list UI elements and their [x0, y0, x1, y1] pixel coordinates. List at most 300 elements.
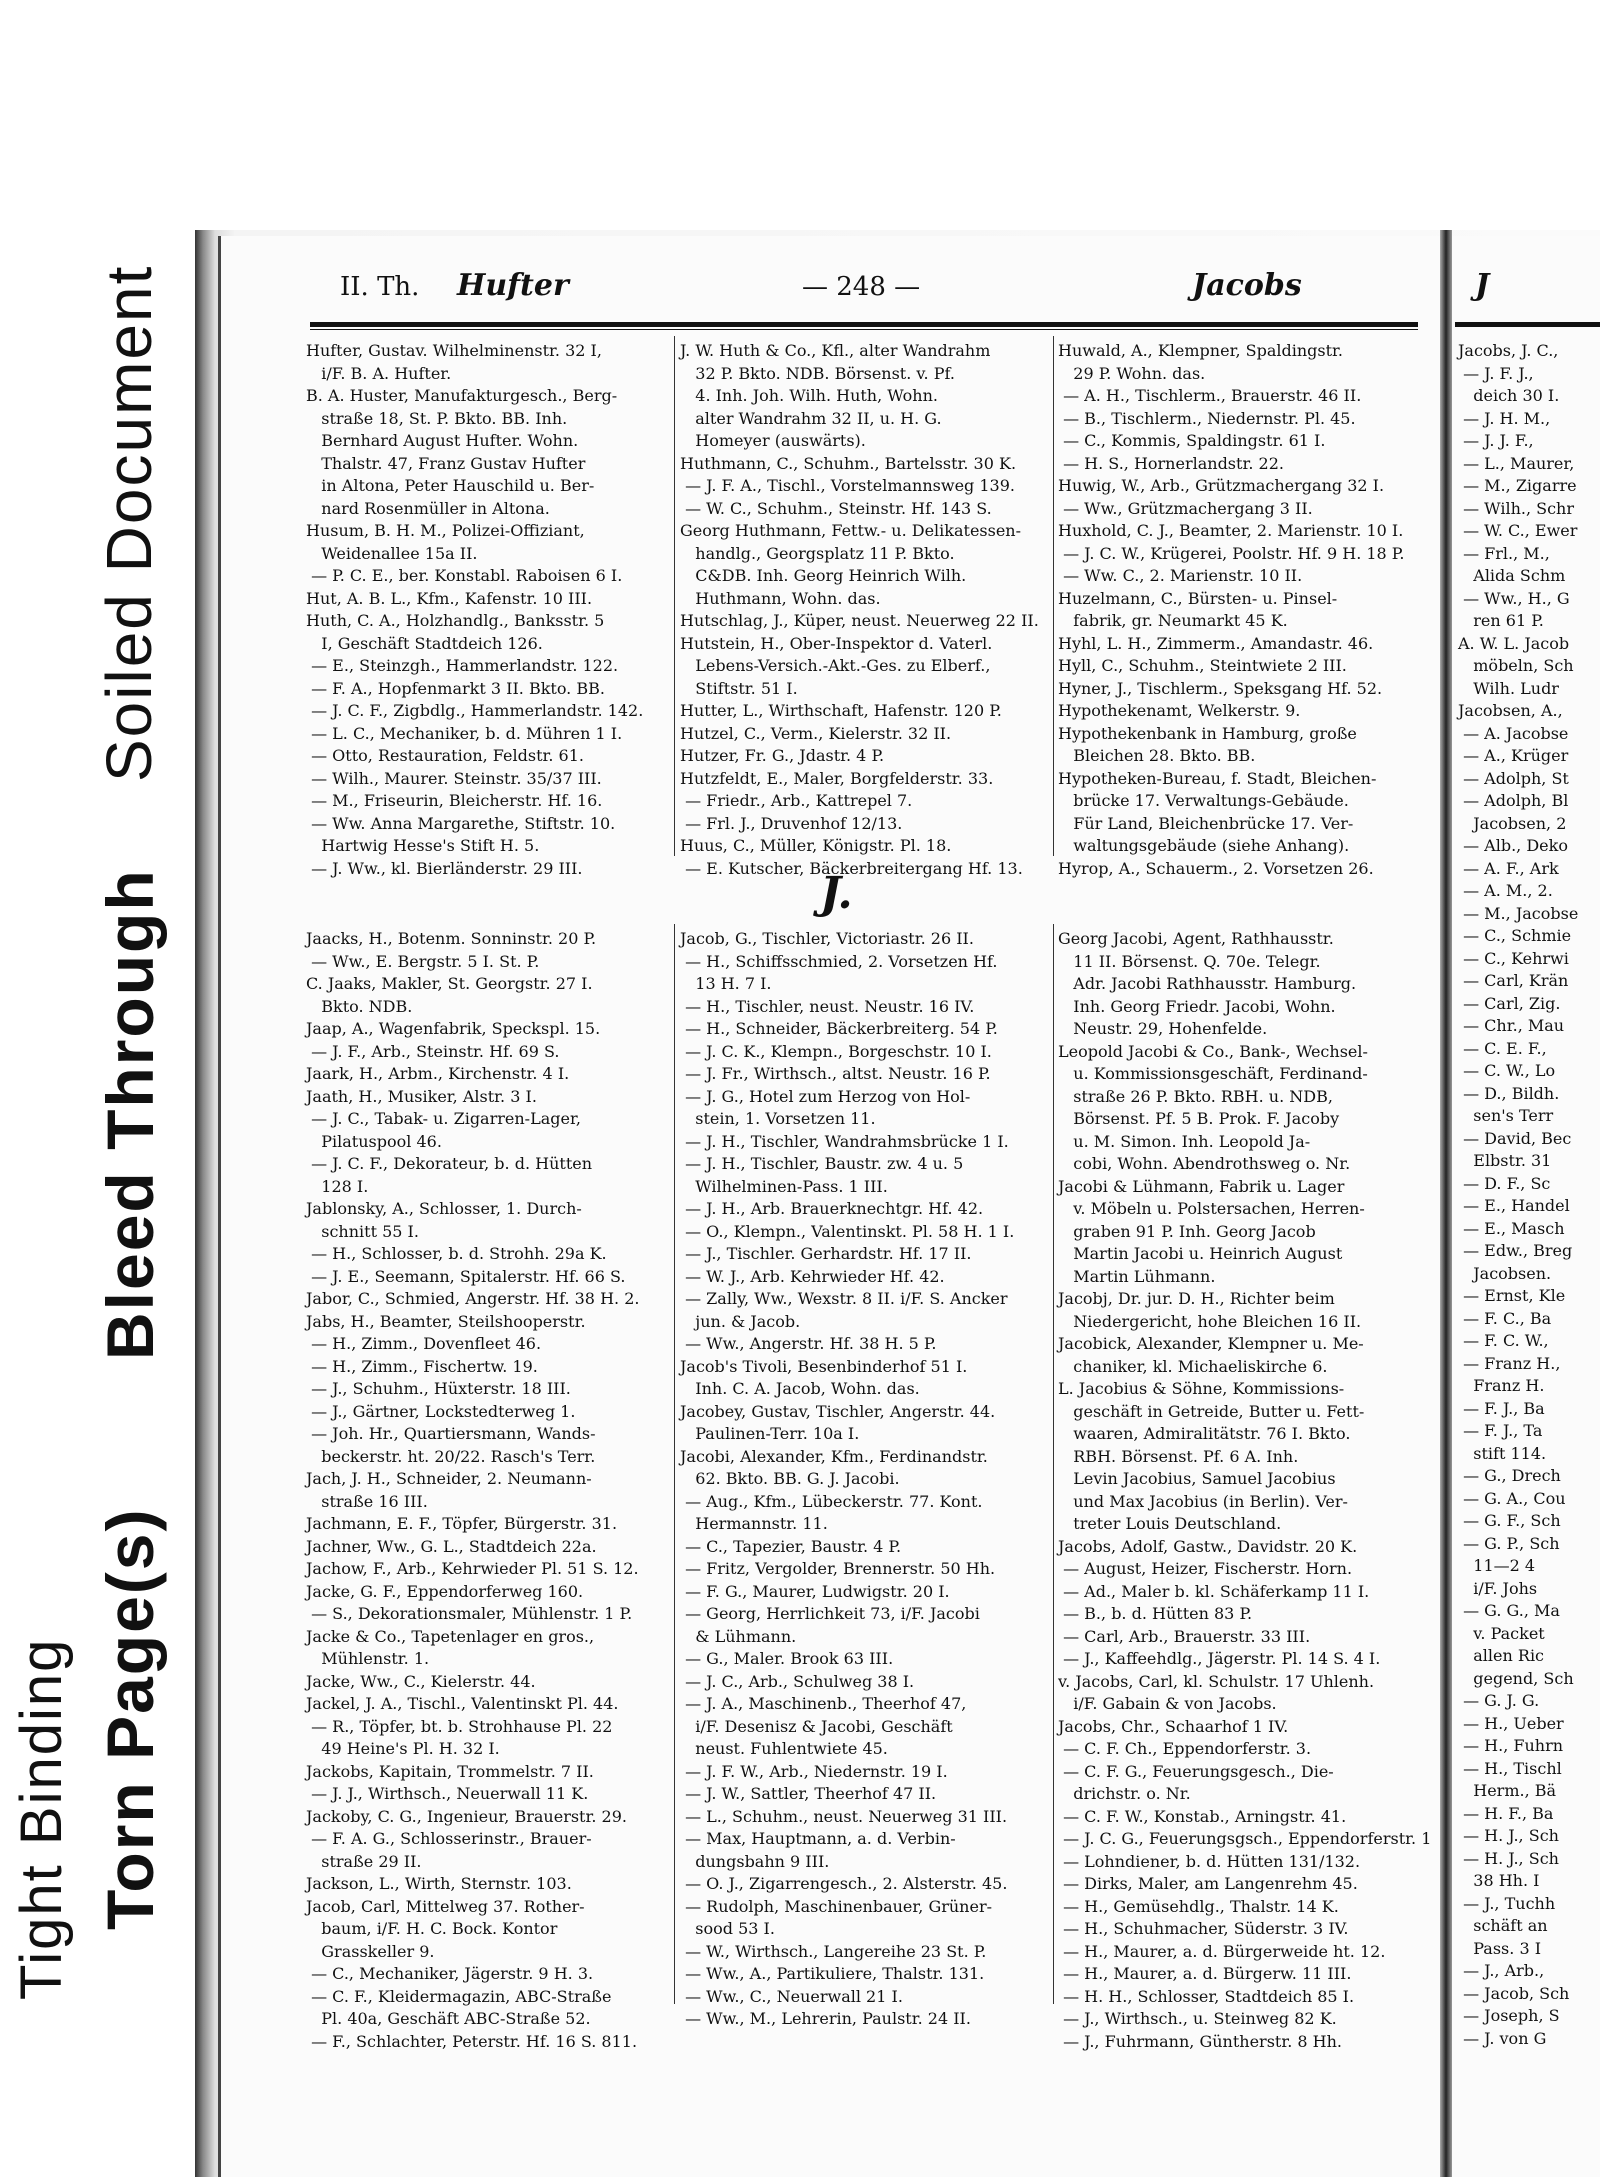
directory-entry-line: neust. Fuhlentwiete 45.: [680, 1739, 888, 1758]
directory-entry-line: Husum, B. H. M., Polizei-Offiziant,: [306, 521, 585, 540]
directory-entry-line: — B., Tischlerm., Niedernstr. Pl. 45.: [1058, 408, 1356, 428]
next-page-header: J: [1475, 268, 1490, 303]
directory-entry-line: Huus, C., Müller, Königstr. Pl. 18.: [680, 836, 952, 855]
directory-entry-line: 49 Heine's Pl. H. 32 I.: [306, 1739, 500, 1758]
directory-entry-line: Hermannstr. 11.: [680, 1514, 828, 1533]
directory-entry-line: schnitt 55 I.: [306, 1221, 419, 1241]
directory-entry-line: Jacob, G., Tischler, Victoriastr. 26 II.: [680, 929, 974, 948]
directory-entry-line: — C. W., Lo: [1458, 1061, 1556, 1080]
directory-entry-line: — J. W., Sattler, Theerhof 47 II.: [680, 1784, 937, 1803]
directory-entry-line: — Ww., A., Partikuliere, Thalstr. 131.: [680, 1964, 985, 1983]
directory-entry-line: cobi, Wohn. Abendrothsweg o. Nr.: [1058, 1154, 1351, 1173]
directory-entry-line: — J. C., Arb., Schulweg 38 I.: [680, 1671, 915, 1691]
directory-entry-line: — J. C. G., Feuerungsgsch., Eppendorferstr. 1: [1058, 1829, 1432, 1848]
directory-entry-line: — W. C., Ewer: [1458, 521, 1578, 540]
stamp-bleed-through: Bleed Through: [93, 868, 167, 1360]
directory-entry-line: — F. A. G., Schlosserinstr., Brauer-: [306, 1829, 592, 1848]
directory-entry-line: — Alb., Deko: [1458, 836, 1568, 855]
directory-entry-line: & Lühmann.: [680, 1626, 797, 1646]
directory-entry-line: — Ww. C., 2. Marienstr. 10 II.: [1058, 566, 1303, 585]
directory-entry-line: — J. C. F., Zigbdlg., Hammerlandstr. 142.: [306, 701, 644, 720]
directory-entry-line: — Ww., Grützmachergang 3 II.: [1058, 498, 1313, 518]
directory-entry-line: Huth, C. A., Holzhandlg., Banksstr. 5: [306, 611, 605, 630]
directory-entry-line: straße 16 III.: [306, 1491, 428, 1511]
directory-entry-line: — J., Wirthsch., u. Steinweg 82 K.: [1058, 2009, 1337, 2028]
directory-entry-line: — Jacob, Sch: [1458, 1983, 1570, 2003]
directory-entry-line: — J., Schuhm., Hüxterstr. 18 III.: [306, 1379, 571, 1398]
directory-entry-line: — Wilh., Schr: [1458, 498, 1575, 518]
directory-entry-line: 11 II. Börsenst. Q. 70e. Telegr.: [1058, 951, 1321, 971]
directory-entry-line: waltungsgebäude (siehe Anhang).: [1058, 836, 1350, 855]
directory-entry-line: nard Rosenmüller in Altona.: [306, 498, 550, 518]
directory-entry-line: Jaacks, H., Botenm. Sonninstr. 20 P.: [306, 929, 597, 948]
directory-entry-line: — J. Ww., kl. Bierländerstr. 29 III.: [306, 858, 583, 878]
directory-entry-line: Jacobey, Gustav, Tischler, Angerstr. 44.: [680, 1401, 996, 1421]
directory-entry-line: — M., Friseurin, Bleicherstr. Hf. 16.: [306, 791, 603, 810]
directory-entry-line: — Dirks, Maler, am Langenrehm 45.: [1058, 1874, 1358, 1893]
directory-entry-line: — H., Zimm., Dovenfleet 46.: [306, 1334, 542, 1353]
directory-entry-line: — Frl. J., Druvenhof 12/13.: [680, 813, 903, 833]
directory-entry-line: schäft an: [1458, 1916, 1548, 1935]
directory-entry-line: — R., Töpfer, bt. b. Strohhause Pl. 22: [306, 1716, 613, 1736]
directory-entry-line: straße 29 II.: [306, 1851, 422, 1871]
directory-entry-line: — Carl, Zig.: [1458, 993, 1561, 1013]
directory-entry-line: — Ww., E. Bergstr. 5 I. St. P.: [306, 951, 540, 971]
column-divider: [1053, 336, 1054, 856]
directory-entry-line: Jacke & Co., Tapetenlager en gros.,: [306, 1626, 595, 1646]
directory-entry-line: baum, i/F. H. C. Bock. Kontor: [306, 1919, 558, 1938]
directory-entry-line: — J. J. F.,: [1458, 431, 1534, 450]
directory-entry-line: Huzelmann, C., Bürsten- u. Pinsel-: [1058, 588, 1338, 608]
directory-entry-line: und Max Jacobius (in Berlin). Ver-: [1058, 1491, 1348, 1511]
directory-entry-line: Pilatuspool 46.: [306, 1131, 442, 1151]
part-label: II. Th.: [340, 272, 420, 302]
directory-entry-line: — Ww. Anna Margarethe, Stiftstr. 10.: [306, 813, 616, 833]
directory-entry-line: — H., Schiffsschmied, 2. Vorsetzen Hf.: [680, 951, 998, 971]
directory-entry-line: Jacobsen.: [1458, 1263, 1552, 1283]
directory-entry-line: Georg Jacobi, Agent, Rathhausstr.: [1058, 929, 1334, 948]
directory-entry-line: beckerstr. ht. 20/22. Rasch's Terr.: [306, 1446, 596, 1466]
directory-entry-line: Martin Lühmann.: [1058, 1266, 1216, 1286]
directory-entry-line: sood 53 I.: [680, 1919, 775, 1938]
directory-entry-line: Jablonsky, A., Schlosser, 1. Durch-: [306, 1199, 582, 1218]
directory-entry-line: — J. E., Seemann, Spitalerstr. Hf. 66 S.: [306, 1266, 626, 1286]
directory-entry-line: Jachmann, E. F., Töpfer, Bürgerstr. 31.: [306, 1514, 618, 1533]
directory-entry-line: Jaath, H., Musiker, Alstr. 3 I.: [306, 1086, 537, 1106]
directory-entry-line: — J. J., Wirthsch., Neuerwall 11 K.: [306, 1784, 589, 1803]
directory-entry-line: Jackson, L., Wirth, Sternstr. 103.: [306, 1874, 572, 1893]
directory-entry-line: Weidenallee 15a II.: [306, 543, 478, 563]
directory-entry-line: waaren, Admiralitätstr. 76 I. Bkto.: [1058, 1424, 1351, 1443]
column-lower-right: [1058, 928, 1432, 2051]
directory-entry-line: Jacobi, Alexander, Kfm., Ferdinandstr.: [680, 1446, 988, 1466]
directory-entry-line: Franz H.: [1458, 1376, 1545, 1395]
directory-entry-line: — G., Drech: [1458, 1466, 1561, 1485]
column-lower-middle: [680, 928, 1052, 2028]
header-last-entry: Jacobs: [1192, 268, 1302, 303]
directory-entry-line: Hyhl, L. H., Zimmerm., Amandastr. 46.: [1058, 633, 1374, 653]
column-divider: [1053, 924, 1054, 2004]
directory-entry-line: — J. G., Hotel zum Herzog von Hol-: [680, 1086, 971, 1106]
directory-entry-line: drichstr. o. Nr.: [1058, 1784, 1191, 1803]
directory-entry-line: — Chr., Mau: [1458, 1016, 1565, 1035]
directory-entry-line: — H., Tischl: [1458, 1758, 1562, 1778]
directory-entry-line: — J. F. A., Tischl., Vorstelmannsweg 139.: [680, 476, 1015, 495]
directory-entry-line: Huthmann, Wohn. das.: [680, 588, 881, 608]
directory-entry-line: — J. A., Maschinenb., Theerhof 47,: [680, 1694, 967, 1713]
directory-entry-line: Jacke, Ww., C., Kielerstr. 44.: [306, 1671, 536, 1691]
directory-entry-line: — G. P., Sch: [1458, 1533, 1560, 1553]
header-rule-thin: [310, 329, 1418, 330]
directory-entry-line: Jacobs, J. C.,: [1458, 341, 1559, 360]
directory-entry-line: — J., Tuchh: [1458, 1893, 1556, 1913]
directory-entry-line: Jacobick, Alexander, Klempner u. Me-: [1058, 1334, 1364, 1353]
directory-entry-line: — S., Dekorationsmaler, Mühlenstr. 1 P.: [306, 1604, 633, 1623]
directory-entry-line: u. Kommissionsgeschäft, Ferdinand-: [1058, 1064, 1368, 1083]
directory-entry-line: Jackel, J. A., Tischl., Valentinskt Pl. 44.: [306, 1694, 619, 1713]
directory-entry-line: — Edw., Breg: [1458, 1241, 1573, 1260]
directory-entry-line: Homeyer (auswärts).: [680, 431, 866, 450]
directory-entry-line: — E., Handel: [1458, 1196, 1570, 1215]
directory-entry-line: Für Land, Bleichenbrücke 17. Ver-: [1058, 813, 1354, 833]
directory-entry-line: — F. G., Maurer, Ludwigstr. 20 I.: [680, 1581, 950, 1601]
directory-entry-line: A. W. L. Jacob: [1458, 633, 1570, 653]
directory-entry-line: jun. & Jacob.: [680, 1311, 801, 1331]
directory-entry-line: — H. J., Sch: [1458, 1848, 1559, 1868]
directory-entry-line: Mühlenstr. 1.: [306, 1649, 430, 1668]
directory-entry-line: Jabs, H., Beamter, Steilshooperstr.: [306, 1311, 586, 1331]
directory-entry-line: dungsbahn 9 III.: [680, 1851, 830, 1871]
directory-entry-line: Jaap, A., Wagenfabrik, Speckspl. 15.: [306, 1019, 601, 1038]
directory-entry-line: Elbstr. 31: [1458, 1151, 1552, 1170]
directory-entry-line: — W., Wirthsch., Langereihe 23 St. P.: [680, 1941, 987, 1961]
directory-entry-line: Hufter, Gustav. Wilhelminenstr. 32 I,: [306, 341, 602, 360]
directory-entry-line: — Rudolph, Maschinenbauer, Grüner-: [680, 1896, 993, 1916]
directory-entry-line: Jabor, C., Schmied, Angerstr. Hf. 38 H. 2.: [306, 1289, 640, 1308]
directory-entry-line: — C. E. F.,: [1458, 1038, 1547, 1058]
directory-entry-line: allen Ric: [1458, 1646, 1545, 1665]
directory-entry-line: — H., Schlosser, b. d. Strohh. 29a K.: [306, 1244, 607, 1263]
directory-entry-line: C&DB. Inh. Georg Heinrich Wilh.: [680, 566, 967, 585]
directory-entry-line: C. Jaaks, Makler, St. Georgstr. 27 I.: [306, 974, 593, 993]
directory-entry-line: — Wilh., Maurer. Steinstr. 35/37 III.: [306, 768, 602, 788]
directory-entry-line: fabrik, gr. Neumarkt 45 K.: [1058, 611, 1288, 630]
directory-entry-line: — F., Schlachter, Peterstr. Hf. 16 S. 811.: [306, 2031, 638, 2051]
directory-entry-line: Hypotheken-Bureau, f. Stadt, Bleichen-: [1058, 768, 1377, 788]
directory-entry-line: — D., Bildh.: [1458, 1083, 1560, 1103]
directory-entry-line: Jacobsen, A.,: [1458, 701, 1563, 720]
column-next-page: [1458, 340, 1600, 2048]
directory-entry-line: i/F. Gabain & von Jacobs.: [1058, 1694, 1277, 1713]
directory-entry-line: — Carl, Krän: [1458, 971, 1569, 990]
directory-entry-line: Jach, J. H., Schneider, 2. Neumann-: [306, 1469, 592, 1488]
directory-entry-line: Herm., Bä: [1458, 1781, 1557, 1800]
directory-entry-line: Grasskeller 9.: [306, 1941, 435, 1961]
directory-entry-line: graben 91 P. Inh. Georg Jacob: [1058, 1221, 1316, 1241]
directory-entry-line: — Ad., Maler b. kl. Schäferkamp 11 I.: [1058, 1581, 1370, 1601]
directory-entry-line: — Ernst, Kle: [1458, 1286, 1566, 1305]
directory-entry-line: Hutschlag, J., Küper, neust. Neuerweg 22 II.: [680, 611, 1039, 630]
directory-entry-line: Georg Huthmann, Fettw.- u. Delikatessen-: [680, 521, 1022, 540]
directory-entry-line: 13 H. 7 I.: [680, 974, 772, 993]
directory-entry-line: — J., Tischler. Gerhardstr. Hf. 17 II.: [680, 1244, 972, 1263]
directory-entry-line: — Frl., M.,: [1458, 543, 1550, 563]
directory-entry-line: — F. C., Ba: [1458, 1308, 1552, 1328]
directory-entry-line: — H., Zimm., Fischertw. 19.: [306, 1356, 538, 1376]
directory-entry-line: — J. Fr., Wirthsch., altst. Neustr. 16 P.: [680, 1064, 991, 1083]
running-header: [312, 262, 1422, 322]
directory-entry-line: — H. H., Schlosser, Stadtdeich 85 I.: [1058, 1986, 1355, 2006]
directory-entry-line: Hypothekenamt, Welkerstr. 9.: [1058, 701, 1301, 720]
directory-entry-line: Adr. Jacobi Rathhausstr. Hamburg.: [1058, 974, 1357, 993]
directory-entry-line: Jackobs, Kapitain, Trommelstr. 7 II.: [306, 1761, 594, 1781]
directory-entry-line: — H. F., Ba: [1458, 1803, 1554, 1823]
directory-entry-line: — A. F., Ark: [1458, 858, 1559, 878]
directory-entry-line: Hutstein, H., Ober-Inspektor d. Vaterl.: [680, 633, 993, 653]
directory-entry-line: — W. J., Arb. Kehrwieder Hf. 42.: [680, 1266, 945, 1286]
directory-entry-line: Niedergericht, hohe Bleichen 16 II.: [1058, 1311, 1362, 1331]
column-lower-left: [306, 928, 670, 2051]
directory-entry-line: 11—2 4: [1458, 1556, 1536, 1575]
directory-entry-line: — Otto, Restauration, Feldstr. 61.: [306, 746, 584, 765]
stamp-soiled-document: Soiled Document: [93, 264, 165, 782]
directory-entry-line: Paulinen-Terr. 10a I.: [680, 1424, 860, 1443]
directory-entry-line: — G. J. G.: [1458, 1691, 1540, 1710]
directory-entry-line: — H. S., Hornerlandstr. 22.: [1058, 453, 1284, 473]
directory-entry-line: I, Geschäft Stadtdeich 126.: [306, 633, 543, 653]
directory-entry-line: — H., Schuhmacher, Süderstr. 3 IV.: [1058, 1919, 1349, 1938]
directory-entry-line: — Aug., Kfm., Lübeckerstr. 77. Kont.: [680, 1491, 983, 1511]
column-upper-right: [1058, 340, 1430, 878]
directory-entry-line: straße 26 P. Bkto. RBH. u. NDB,: [1058, 1086, 1333, 1106]
directory-entry-line: 38 Hh. I: [1458, 1871, 1540, 1890]
directory-entry-line: — J. H., Arb. Brauerknechtgr. Hf. 42.: [680, 1199, 984, 1218]
directory-entry-line: u. M. Simon. Inh. Leopold Ja-: [1058, 1131, 1311, 1151]
stamp-tight-binding: Tight Binding: [9, 1637, 74, 2000]
directory-entry-line: — M., Jacobse: [1458, 903, 1579, 923]
directory-entry-line: Huthmann, C., Schuhm., Bartelsstr. 30 K.: [680, 453, 1017, 473]
directory-entry-line: Jaark, H., Arbm., Kirchenstr. 4 I.: [306, 1064, 570, 1083]
directory-entry-line: — Friedr., Arb., Kattrepel 7.: [680, 791, 913, 810]
directory-entry-line: — J. F. J.,: [1458, 363, 1534, 383]
directory-entry-line: gegend, Sch: [1458, 1668, 1574, 1688]
directory-entry-line: — C. F. Ch., Eppendorferstr. 3.: [1058, 1739, 1312, 1758]
directory-entry-line: — H. J., Sch: [1458, 1826, 1559, 1845]
directory-entry-line: RBH. Börsenst. Pf. 6 A. Inh.: [1058, 1446, 1299, 1466]
directory-entry-line: — F. C. W.,: [1458, 1331, 1549, 1350]
directory-entry-line: i/F. Desenisz & Jacobi, Geschäft: [680, 1716, 953, 1736]
directory-entry-line: — C., Schmie: [1458, 926, 1572, 945]
directory-entry-line: — H., Schneider, Bäckerbreiterg. 54 P.: [680, 1019, 998, 1038]
directory-entry-line: — H., Fuhrn: [1458, 1736, 1564, 1755]
directory-entry-line: — Ww., M., Lehrerin, Paulstr. 24 II.: [680, 2009, 971, 2028]
directory-entry-line: J. W. Huth & Co., Kfl., alter Wandrahm: [680, 341, 991, 360]
directory-entry-line: Jacob's Tivoli, Besenbinderhof 51 I.: [680, 1356, 968, 1376]
directory-entry-line: — Max, Hauptmann, a. d. Verbin-: [680, 1829, 956, 1848]
directory-entry-line: — David, Bec: [1458, 1128, 1572, 1148]
directory-entry-line: Inh. C. A. Jacob, Wohn. das.: [680, 1379, 920, 1398]
directory-entry-line: — D. F., Sc: [1458, 1173, 1551, 1193]
directory-entry-line: — E., Steinzgh., Hammerlandstr. 122.: [306, 656, 619, 675]
directory-entry-line: — Ww., C., Neuerwall 21 I.: [680, 1986, 903, 2006]
directory-entry-line: — Ww., H., G: [1458, 588, 1570, 608]
directory-entry-line: brücke 17. Verwaltungs-Gebäude.: [1058, 791, 1349, 810]
directory-entry-line: Stiftstr. 51 I.: [680, 678, 798, 698]
directory-entry-line: — Fritz, Vergolder, Brennerstr. 50 Hh.: [680, 1559, 996, 1578]
directory-entry-line: — Zally, Ww., Wexstr. 8 II. i/F. S. Ancker: [680, 1289, 1008, 1308]
directory-entry-line: — A. Jacobse: [1458, 723, 1569, 743]
column-divider: [674, 336, 675, 856]
directory-entry-line: L. Jacobius & Söhne, Kommissions-: [1058, 1379, 1345, 1398]
directory-entry-line: handlg., Georgsplatz 11 P. Bkto.: [680, 543, 955, 563]
directory-entry-line: — J. C. K., Klempn., Borgeschstr. 10 I.: [680, 1041, 992, 1061]
directory-entry-line: — J. C., Tabak- u. Zigarren-Lager,: [306, 1109, 581, 1128]
directory-entry-line: Pl. 40a, Geschäft ABC-Straße 52.: [306, 2009, 591, 2028]
directory-entry-line: — H., Maurer, a. d. Bürgerw. 11 III.: [1058, 1964, 1352, 1983]
directory-entry-line: chaniker, kl. Michaeliskirche 6.: [1058, 1356, 1328, 1376]
directory-entry-line: Pass. 3 I: [1458, 1938, 1542, 1958]
book-gutter: [1440, 230, 1452, 2177]
directory-entry-line: Jachow, F., Arb., Kehrwieder Pl. 51 S. 12.: [306, 1559, 639, 1578]
directory-entry-line: Jacke, G. F., Eppendorferweg 160.: [306, 1581, 584, 1601]
directory-entry-line: — J. F. W., Arb., Niedernstr. 19 I.: [680, 1761, 948, 1781]
directory-entry-line: Hyll, C., Schuhm., Steintwiete 2 III.: [1058, 656, 1347, 675]
directory-entry-line: — Joh. Hr., Quartiersmann, Wands-: [306, 1424, 596, 1443]
directory-entry-line: Hutzfeldt, E., Maler, Borgfelderstr. 33.: [680, 768, 994, 788]
directory-entry-line: Bernhard August Hufter. Wohn.: [306, 431, 579, 450]
directory-entry-line: Jacobs, Adolf, Gastw., Davidstr. 20 K.: [1058, 1536, 1358, 1556]
directory-entry-line: 62. Bkto. BB. G. J. Jacobi.: [680, 1469, 900, 1488]
directory-entry-line: Jackoby, C. G., Ingenieur, Brauerstr. 29.: [306, 1806, 627, 1826]
directory-entry-line: — J. H., Tischler, Baustr. zw. 4 u. 5: [680, 1154, 964, 1173]
directory-entry-line: Levin Jacobius, Samuel Jacobius: [1058, 1469, 1336, 1488]
directory-entry-line: straße 18, St. P. Bkto. BB. Inh.: [306, 408, 568, 428]
directory-entry-line: — E., Masch: [1458, 1218, 1565, 1238]
directory-entry-line: — J. von G: [1458, 2028, 1547, 2048]
directory-entry-line: — G., Maler. Brook 63 III.: [680, 1649, 894, 1668]
section-letter: J.: [820, 868, 853, 919]
directory-entry-line: — J., Fuhrmann, Güntherstr. 8 Hh.: [1058, 2031, 1343, 2051]
directory-entry-line: — H., Gemüsehdlg., Thalstr. 14 K.: [1058, 1896, 1339, 1916]
directory-entry-line: Huwig, W., Arb., Grützmachergang 32 I.: [1058, 476, 1385, 495]
directory-entry-line: Hutzel, C., Verm., Kielerstr. 32 II.: [680, 723, 952, 743]
directory-entry-line: — L. C., Mechaniker, b. d. Mühren 1 I.: [306, 723, 623, 743]
directory-entry-line: — L., Maurer,: [1458, 453, 1575, 473]
directory-entry-line: Bleichen 28. Bkto. BB.: [1058, 746, 1256, 765]
directory-entry-line: — J. H. M.,: [1458, 408, 1551, 428]
directory-entry-line: — F. J., Ba: [1458, 1398, 1545, 1418]
header-first-entry: Hufter: [457, 268, 569, 303]
directory-entry-line: geschäft in Getreide, Butter u. Fett-: [1058, 1401, 1365, 1421]
directory-entry-line: Inh. Georg Friedr. Jacobi, Wohn.: [1058, 996, 1336, 1016]
directory-entry-line: 29 P. Wohn. das.: [1058, 363, 1206, 383]
directory-entry-line: i/F. B. A. Hufter.: [306, 363, 452, 383]
directory-entry-line: Wilhelminen-Pass. 1 III.: [680, 1176, 888, 1196]
directory-entry-line: — J., Gärtner, Lockstedterweg 1.: [306, 1401, 576, 1421]
directory-entry-line: alter Wandrahm 32 II, u. H. G.: [680, 408, 942, 428]
directory-entry-line: treter Louis Deutschland.: [1058, 1514, 1282, 1533]
directory-entry-line: Huwald, A., Klempner, Spaldingstr.: [1058, 341, 1344, 360]
directory-entry-line: Lebens-Versich.-Akt.-Ges. zu Elberf.,: [680, 656, 991, 675]
directory-entry-line: — O., Klempn., Valentinskt. Pl. 58 H. 1 I.: [680, 1221, 1015, 1241]
directory-entry-line: — J. C. F., Dekorateur, b. d. Hütten: [306, 1154, 593, 1173]
directory-entry-line: i/F. Johs: [1458, 1578, 1538, 1598]
directory-entry-line: — Lohndiener, b. d. Hütten 131/132.: [1058, 1851, 1361, 1871]
directory-entry-line: v. Packet: [1458, 1623, 1545, 1643]
directory-entry-line: — C. F. G., Feuerungsgesch., Die-: [1058, 1761, 1334, 1781]
directory-entry-line: in Altona, Peter Hauschild u. Ber-: [306, 476, 595, 495]
directory-entry-line: Jacobs, Chr., Schaarhof 1 IV.: [1058, 1716, 1289, 1736]
directory-entry-line: — J., Kaffeehdlg., Jägerstr. Pl. 14 S. 4 I.: [1058, 1649, 1381, 1668]
directory-entry-line: Alida Schm: [1458, 566, 1566, 585]
directory-entry-line: Hartwig Hesse's Stift H. 5.: [306, 836, 540, 855]
directory-entry-line: — W. C., Schuhm., Steinstr. Hf. 143 S.: [680, 498, 992, 518]
directory-entry-line: — F. J., Ta: [1458, 1421, 1543, 1440]
directory-entry-line: Thalstr. 47, Franz Gustav Hufter: [306, 453, 586, 473]
next-page-rule: [1455, 322, 1600, 327]
directory-entry-line: Börsenst. Pf. 5 B. Prok. F. Jacoby: [1058, 1109, 1340, 1128]
directory-entry-line: Hyrop, A., Schauerm., 2. Vorsetzen 26.: [1058, 858, 1374, 878]
directory-entry-line: sen's Terr: [1458, 1106, 1554, 1125]
directory-entry-line: v. Möbeln u. Polstersachen, Herren-: [1058, 1199, 1365, 1218]
directory-entry-line: 32 P. Bkto. NDB. Börsenst. v. Pf.: [680, 363, 955, 383]
directory-entry-line: ren 61 P.: [1458, 611, 1544, 630]
directory-entry-line: — C., Tapezier, Baustr. 4 P.: [680, 1536, 902, 1556]
directory-entry-line: — H., Maurer, a. d. Bürgerweide ht. 12.: [1058, 1941, 1386, 1961]
directory-entry-line: — Adolph, Bl: [1458, 791, 1569, 810]
directory-entry-line: — M., Zigarre: [1458, 476, 1577, 495]
directory-entry-line: stein, 1. Vorsetzen 11.: [680, 1109, 876, 1128]
directory-entry-line: Jacobi & Lühmann, Fabrik u. Lager: [1058, 1176, 1345, 1196]
directory-entry-line: Bkto. NDB.: [306, 996, 413, 1016]
column-upper-middle: [680, 340, 1052, 878]
directory-entry-line: — J. F., Arb., Steinstr. Hf. 69 S.: [306, 1041, 560, 1061]
directory-entry-line: B. A. Huster, Manufakturgesch., Berg-: [306, 386, 618, 405]
directory-entry-line: — G. A., Cou: [1458, 1488, 1566, 1508]
directory-entry-line: 128 I.: [306, 1176, 369, 1196]
directory-entry-line: — A. M., 2.: [1458, 881, 1553, 900]
directory-entry-line: — C. F. W., Konstab., Arningstr. 41.: [1058, 1806, 1347, 1826]
directory-entry-line: — J. H., Tischler, Wandrahmsbrücke 1 I.: [680, 1131, 1009, 1151]
directory-entry-line: — H., Ueber: [1458, 1713, 1564, 1733]
directory-entry-line: Hutzer, Fr. G., Jdastr. 4 P.: [680, 746, 885, 765]
directory-entry-line: Jacobj, Dr. jur. D. H., Richter beim: [1058, 1289, 1335, 1308]
directory-entry-line: — August, Heizer, Fischerstr. Horn.: [1058, 1559, 1353, 1578]
directory-entry-line: Hutter, L., Wirthschaft, Hafenstr. 120 P.: [680, 701, 1002, 720]
directory-entry-line: Huxhold, C. J., Beamter, 2. Marienstr. 10 I.: [1058, 521, 1404, 540]
directory-entry-line: — Franz H.,: [1458, 1353, 1561, 1373]
stamp-torn-pages: Torn Page(s): [93, 1507, 167, 1930]
directory-entry-line: Hypothekenbank in Hamburg, große: [1058, 723, 1357, 743]
directory-entry-line: — F. A., Hopfenmarkt 3 II. Bkto. BB.: [306, 678, 605, 698]
directory-entry-line: Leopold Jacobi & Co., Bank-, Wechsel-: [1058, 1041, 1368, 1061]
directory-entry-line: — C. F., Kleidermagazin, ABC-Straße: [306, 1986, 612, 2006]
directory-entry-line: — H., Tischler, neust. Neustr. 16 IV.: [680, 996, 975, 1016]
directory-entry-line: — A. H., Tischlerm., Brauerstr. 46 II.: [1058, 386, 1362, 405]
directory-entry-line: stift 114.: [1458, 1443, 1547, 1463]
directory-entry-line: Jacob, Carl, Mittelweg 37. Rother-: [306, 1896, 585, 1916]
directory-entry-line: — L., Schuhm., neust. Neuerweg 31 III.: [680, 1806, 1008, 1826]
directory-entry-line: — Adolph, St: [1458, 768, 1569, 788]
directory-entry-line: Jachner, Ww., G. L., Stadtdeich 22a.: [306, 1536, 597, 1556]
directory-entry-line: Martin Jacobi u. Heinrich August: [1058, 1244, 1343, 1263]
directory-entry-line: — J. C. W., Krügerei, Poolstr. Hf. 9 H. 18 P.: [1058, 543, 1405, 563]
column-divider: [674, 924, 675, 2004]
directory-entry-line: — Joseph, S: [1458, 2006, 1560, 2025]
directory-entry-line: v. Jacobs, Carl, kl. Schulstr. 17 Uhlenh.: [1058, 1671, 1375, 1691]
page-number: — 248 —: [802, 272, 921, 302]
directory-entry-line: — C., Mechaniker, Jägerstr. 9 H. 3.: [306, 1964, 594, 1983]
